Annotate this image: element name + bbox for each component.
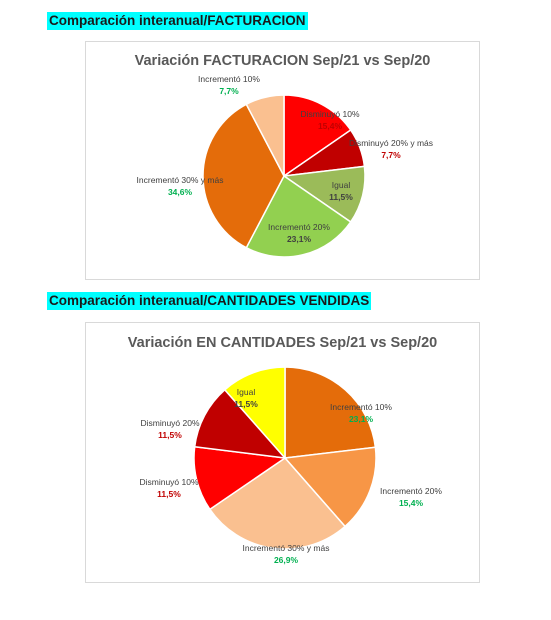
slice-value-igual: 11,5% <box>329 192 353 202</box>
slice-label-incremento-20: Incrementó 20% <box>380 486 442 496</box>
slice-value-incremento-20: 23,1% <box>286 234 312 244</box>
slice-label-disminuyo-10: Disminuyó 10% <box>139 477 199 487</box>
slice-label-disminuyo-20: Disminuyó 20% <box>140 418 200 428</box>
pie-chart-cantidades <box>86 323 479 582</box>
slice-label-incremento-10: Incrementó 10% <box>330 402 392 412</box>
slice-label-incremento-30-y-mas: Incrementó 30% y más <box>242 543 330 553</box>
slice-value-disminuyo-20: 11,5% <box>158 430 182 440</box>
slice-label-disminuyo-10: Disminuyó 10% <box>300 109 360 119</box>
section-title-facturacion: Comparación interanual/FACTURACION <box>49 13 306 28</box>
chart-title: Variación EN CANTIDADES Sep/21 vs Sep/20 <box>127 335 438 351</box>
section-title-cantidades: Comparación interanual/CANTIDADES VENDIDAS <box>49 293 370 308</box>
slice-value-incremento-20: 15,4% <box>398 498 424 508</box>
slice-value-disminuyo-10: 11,5% <box>157 489 181 499</box>
pie-chart-facturacion <box>86 42 479 279</box>
chart-cantidades <box>85 322 480 583</box>
slice-value-incremento-10: 23,1% <box>348 414 374 424</box>
slice-label-incremento-20: Incrementó 20% <box>268 222 330 232</box>
slice-label-igual: Igual <box>331 180 351 190</box>
slice-value-incremento-30-y-mas: 26,9% <box>273 555 299 565</box>
slice-value-disminuyo-20-y-mas: 7,7% <box>381 150 401 160</box>
chart-title: Variación FACTURACION Sep/21 vs Sep/20 <box>134 53 431 69</box>
slice-value-disminuyo-10: 15,4% <box>317 121 343 131</box>
slice-value-igual: 11,5% <box>234 399 258 409</box>
slice-label-disminuyo-20-y-mas: Disminuyó 20% y más <box>348 138 434 148</box>
slice-value-incremento-10: 7,7% <box>219 86 239 96</box>
slice-value-incremento-30-y-mas: 34,6% <box>167 187 193 197</box>
slice-label-incremento-30-y-mas: Incrementó 30% y más <box>136 175 224 185</box>
pie-slice-incremento-10 <box>285 367 375 458</box>
slice-label-igual: Igual <box>236 387 256 397</box>
slice-label-incremento-10: Incrementó 10% <box>198 74 260 84</box>
chart-facturacion <box>85 41 480 280</box>
